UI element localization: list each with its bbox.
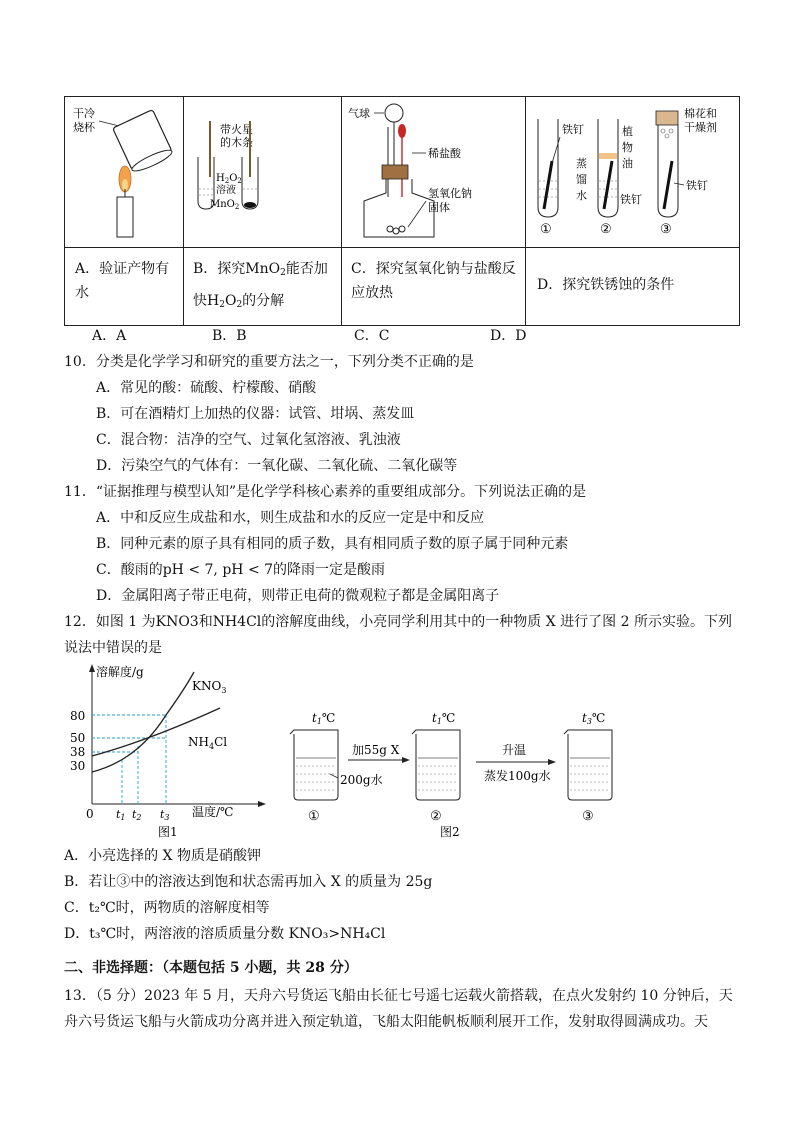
arrow2-top-label: 升温 (502, 743, 527, 757)
svg-text:棉花和: 棉花和 (684, 107, 717, 120)
solubility-curve-figure (60, 660, 280, 840)
iron-nail-rust-tubes-diagram (526, 97, 739, 247)
beaker3-circle: ③ (582, 809, 594, 824)
q10-option-a[interactable]: A．常见的酸：硫酸、柠檬酸、硝酸 (96, 380, 317, 396)
svg-text:干燥剂: 干燥剂 (684, 121, 717, 134)
kno3-curve (92, 672, 194, 772)
xtick-0: 0 (86, 807, 94, 821)
option-c-caption: C．探究氢氧化钠与盐酸反应放热 (351, 261, 516, 301)
fig1-caption: 图1 (158, 825, 178, 839)
q12-option-d[interactable]: D．t₃℃时，两溶液的溶质质量分数 KNO₃>NH₄Cl (64, 926, 386, 942)
q13-line1: 13．（5 分）2023 年 5 月，天舟六号货运飞船由长征七号遥七运载火箭搭载，在点火发射约 10 分钟后，天 (64, 988, 733, 1004)
svg-text:烧杯: 烧杯 (73, 121, 95, 134)
svg-text:馏: 馏 (576, 173, 587, 186)
beaker2-circle: ② (430, 809, 442, 824)
q9-option-a[interactable]: A．A (92, 328, 127, 344)
q13-line2: 舟六号货运飞船与火箭成功分离并进入预定轨道，飞船太阳能帆板顺利展开工作，发射取得圆满成功。天 (64, 1014, 708, 1030)
q9-option-d[interactable]: D．D (490, 328, 527, 344)
nh4cl-label: $NH_4Cl$ (188, 735, 228, 751)
q12-option-b[interactable]: B．若让③中的溶液达到饱和状态需再加入 X 的质量为 25g (64, 874, 433, 890)
svg-text:带火星: 带火星 (220, 123, 253, 136)
q10-option-c[interactable]: C．混合物：洁净的空气、过氧化氢溶液、乳浊液 (96, 432, 401, 448)
kno3-label: $KNO_3$ (192, 679, 227, 695)
q12-stem-line2: 说法中错误的是 (64, 640, 162, 656)
mno2-formula: MnO$_2$ (245, 261, 286, 278)
q10-option-b[interactable]: B．可在酒精灯上加热的仪器：试管、坩埚、蒸发皿 (96, 406, 415, 422)
svg-text:水: 水 (576, 189, 587, 202)
svg-text:蒸: 蒸 (576, 157, 587, 170)
q12-option-a[interactable]: A．小亮选择的 X 物质是硝酸钾 (64, 848, 261, 864)
q9-options-table (64, 96, 740, 326)
fig2-caption: 图2 (440, 825, 460, 839)
q11-stem: 11．“证据推理与模型认知”是化学学科核心素养的重要组成部分。下列说法正确的是 (64, 484, 587, 500)
svg-text:铁钉: 铁钉 (562, 123, 584, 136)
svg-text:的木条: 的木条 (220, 136, 253, 149)
svg-text:MnO2: MnO$_2$ (210, 199, 240, 211)
q11-option-c[interactable]: C．酸雨的pH < 7, pH < 7的降雨一定是酸雨 (96, 562, 386, 578)
h2o2-formula: $H_2O_2$ (207, 293, 243, 310)
q12-stem-line1: 12．如图 1 为KNO3和NH4Cl的溶解度曲线，小亮同学利用其中的一种物质 X 进行了图 2 所示实验。下列 (64, 614, 732, 630)
q10-option-d[interactable]: D．污染空气的气体有：一氧化碳、二氧化硫、二氧化碳等 (96, 458, 458, 474)
xtick-t1: t1 (116, 808, 126, 822)
svg-text:③: ③ (660, 222, 672, 237)
xtick-t3: t3 (160, 808, 170, 822)
svg-text:①: ① (540, 222, 552, 237)
q11-option-d[interactable]: D．金属阳离子带正电荷，则带正电荷的微观粒子都是金属阳离子 (96, 588, 500, 604)
hydrogen-peroxide-tubes-diagram (184, 97, 341, 247)
ytick-30: 30 (70, 759, 86, 773)
svg-text:植: 植 (622, 125, 633, 138)
arrow2-bottom-label: 蒸发100g水 (484, 769, 551, 783)
xtick-t2: t2 (132, 808, 142, 822)
water-label: 200g水 (340, 773, 383, 787)
ytick-80: 80 (70, 709, 86, 723)
fig1-ylabel: 溶解度/g (96, 665, 144, 679)
beaker1-circle: ① (308, 809, 320, 824)
burning-candle-beaker-diagram (65, 97, 183, 247)
q9-option-c[interactable]: C．C (354, 328, 390, 344)
svg-text:干冷: 干冷 (73, 107, 95, 120)
beaker3-temp: t3℃ (582, 711, 606, 726)
ytick-38: 38 (70, 745, 86, 759)
q12-option-c[interactable]: C．t₂℃时，两物质的溶解度相等 (64, 900, 270, 916)
fig1-xlabel: 温度/℃ (192, 805, 234, 819)
svg-text:铁钉: 铁钉 (620, 193, 642, 206)
option-b-caption: B．探究MnO$_2$能否加快$H_2O_2$的分解 (193, 261, 328, 310)
q11-option-b[interactable]: B．同种元素的原子具有相同的质子数，具有相同质子数的原子属于同种元素 (96, 536, 569, 552)
svg-text:稀盐酸: 稀盐酸 (428, 147, 461, 160)
svg-text:②: ② (600, 222, 612, 237)
arrow1-label: 加55g X (352, 743, 400, 757)
svg-text:物: 物 (622, 141, 633, 154)
svg-text:溶液: 溶液 (216, 185, 236, 196)
beaker2-temp: t1℃ (432, 711, 456, 726)
svg-text:油: 油 (622, 157, 633, 170)
option-d-caption: D．探究铁锈蚀的条件 (537, 277, 675, 293)
q10-stem: 10．分类是化学学习和研究的重要方法之一，下列分类不正确的是 (64, 354, 474, 370)
balloon-flask-naoh-diagram (342, 97, 525, 247)
option-a-caption: A．验证产物有水 (75, 261, 170, 301)
svg-text:H2O2: $H_2O_2$ (216, 173, 242, 185)
beaker1-temp: t1℃ (312, 711, 336, 726)
q9-option-b[interactable]: B．B (212, 328, 247, 344)
section2-heading: 二、非选择题：（本题包括 5 小题，共 28 分） (64, 960, 358, 976)
svg-text:氢氧化钠: 氢氧化钠 (428, 187, 472, 200)
q11-option-a[interactable]: A．中和反应生成盐和水，则生成盐和水的反应一定是中和反应 (96, 510, 485, 526)
svg-text:气球: 气球 (348, 107, 370, 120)
beaker-experiment-figure (280, 700, 620, 840)
svg-text:固体: 固体 (428, 201, 450, 214)
ytick-50: 50 (70, 731, 86, 745)
svg-text:铁钉: 铁钉 (686, 179, 708, 192)
